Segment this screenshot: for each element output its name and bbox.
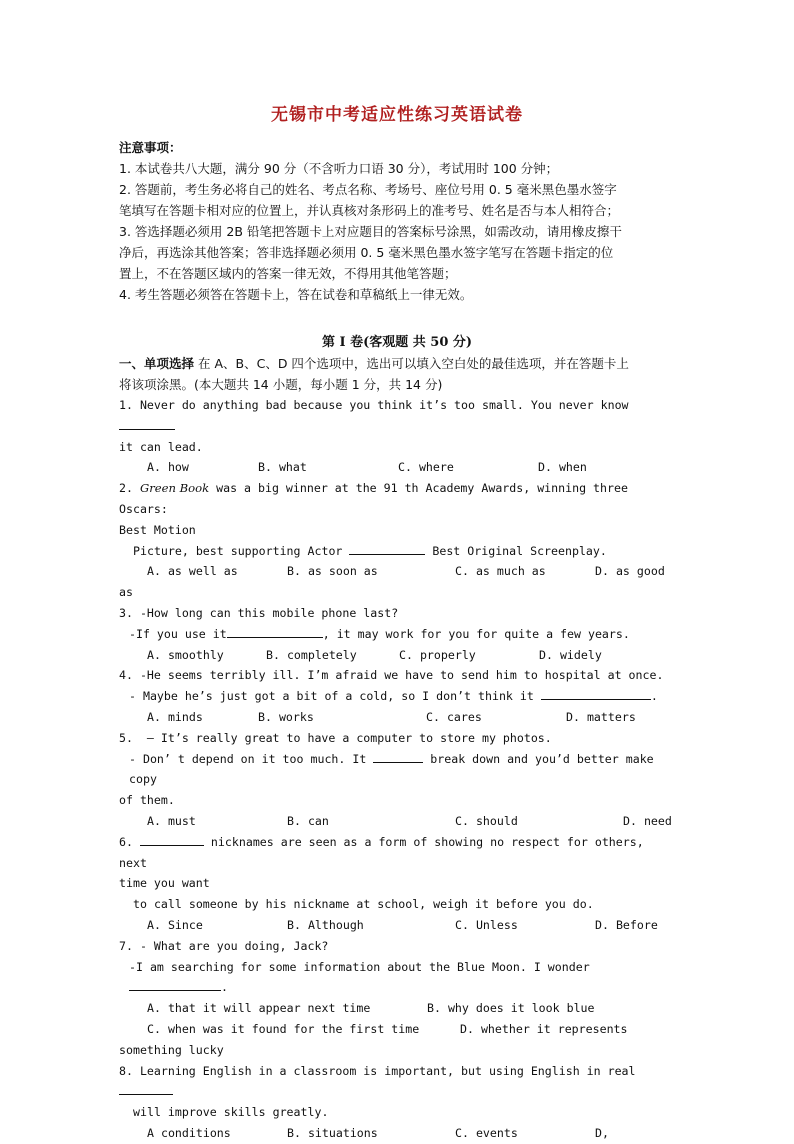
notice-line: 置上，不在答题区域内的答案一律无效，不得用其他笔答题；: [119, 266, 457, 281]
option-c: C. should: [455, 813, 518, 828]
question-2: [119, 478, 675, 603]
options-row: [119, 811, 675, 832]
answer-blank: [140, 832, 204, 846]
options-row: [119, 915, 675, 936]
notice-heading: 注意事项：: [119, 140, 182, 155]
section-instructions: [119, 353, 675, 374]
option-a: A. how: [147, 460, 189, 475]
options-row: [119, 1019, 675, 1040]
answer-blank: [541, 686, 651, 700]
question-text: 1. Never do anything bad because you think it’s too small. You never know: [119, 395, 675, 437]
option-a: A. as well as: [147, 564, 238, 579]
question-text: Picture, best supporting Actor Best Original Screenplay.: [119, 541, 675, 562]
option-d: D. matters: [566, 709, 636, 724]
option-b: B. situations: [287, 1125, 378, 1140]
answer-blank: [119, 1081, 173, 1095]
page-title: 无锡市中考适应性练习英语试卷: [271, 105, 523, 125]
options-row: [119, 561, 675, 582]
option-a: A. must: [147, 813, 196, 828]
notice-line: 4. 考生答题必须答在答题卡上，答在试卷和草稿纸上一律无效。: [119, 287, 473, 302]
option-c: C. as much as: [455, 564, 546, 579]
answer-blank: [349, 541, 425, 555]
question-text: it can lead.: [119, 439, 203, 454]
question-7: [119, 936, 675, 1061]
question-text: to call someone by his nickname at school, weigh it before you do.: [133, 897, 594, 912]
answer-blank: [129, 977, 221, 991]
option-d: D. widely: [539, 647, 602, 662]
notice-block: [119, 137, 675, 305]
section-title: 一、单项选择: [119, 356, 195, 371]
notice-line: 笔填写在答题卡相对应的位置上，并认真核对条形码上的准考号、姓名是否与本人相符合；: [119, 203, 620, 218]
option-c: C. cares: [426, 709, 482, 724]
option-b: B. as soon as: [287, 564, 378, 579]
answer-blank: [119, 416, 175, 430]
option-c: C. Unless: [455, 917, 518, 932]
question-text: of them.: [119, 793, 175, 808]
question-6: [119, 832, 675, 936]
options-row: [119, 998, 675, 1019]
option-d: D. need: [623, 813, 672, 828]
notice-line: 2. 答题前，考生务必将自己的姓名、考点名称、考场号、座位号用 0. 5 毫米黑色墨水签字: [119, 182, 617, 197]
option-b: B. why does it look blue: [427, 1001, 595, 1016]
question-3: [119, 603, 675, 665]
option-d: D. whether it represents: [460, 1021, 628, 1036]
exam-page: [119, 100, 675, 1144]
options-row: [119, 707, 675, 728]
question-text: Best Motion: [119, 522, 196, 537]
question-text: 6. nicknames are seen as a form of showing no respect for others, next: [119, 832, 675, 874]
question-5: [119, 728, 675, 832]
question-text: time you want: [119, 876, 210, 891]
question-text: - Don’ t depend on it too much. It break down and you’d better make copy: [119, 749, 675, 791]
option-d: D,: [595, 1125, 609, 1140]
option-a: A. that it will appear next time: [147, 1001, 371, 1016]
question-8: [119, 1061, 675, 1144]
option-d: D. when: [538, 460, 587, 475]
options-row: [119, 1123, 675, 1144]
answer-blank: [373, 749, 423, 763]
option-d-continued: as: [119, 585, 133, 600]
option-d: D. as good: [595, 564, 665, 579]
section-desc-2: 将该项涂黑。(本大题共 14 小题，每小题 1 分，共 14 分): [119, 377, 443, 392]
notice-line: 3. 答选择题必须用 2B 铅笔把答题卡上对应题目的答案标号涂黑，如需改动，请用橡皮擦干: [119, 224, 622, 239]
question-1: [119, 395, 675, 478]
question-text: 7. - What are you doing, Jack?: [119, 938, 329, 953]
question-text: -I am searching for some information about the Blue Moon. I wonder .: [129, 959, 597, 995]
option-a: A. minds: [147, 709, 203, 724]
option-c: C. events: [455, 1125, 518, 1140]
option-d: D. Before: [595, 917, 658, 932]
option-b: B. completely: [266, 647, 357, 662]
question-text: -If you use it , it may work for you for quite a few years.: [119, 624, 675, 645]
option-c: C. where: [398, 460, 454, 475]
question-text: - Maybe he’s just got a bit of a cold, so I don’t think it .: [119, 686, 675, 707]
answer-blank: [227, 624, 323, 638]
option-b: B. Although: [287, 917, 364, 932]
option-c: C. when was it found for the first time: [147, 1021, 420, 1036]
option-a: A conditions: [147, 1125, 231, 1140]
option-b: B. what: [258, 460, 307, 475]
option-b: B. can: [287, 813, 329, 828]
option-d-continued: something lucky: [119, 1042, 224, 1057]
options-row: [119, 645, 675, 666]
option-a: A. Since: [147, 917, 203, 932]
book-title: Green Book: [139, 481, 210, 496]
question-text: 5. – It’s really great to have a computer to store my photos.: [119, 730, 552, 745]
option-c: C. properly: [399, 647, 476, 662]
options-row: [119, 457, 675, 478]
question-text: 3. -How long can this mobile phone last?: [119, 605, 399, 620]
option-a: A. smoothly: [147, 647, 224, 662]
notice-line: 1. 本试卷共八大题，满分 90 分（不含听力口语 30 分），考试用时 100 分钟；: [119, 161, 559, 176]
question-text: will improve skills greatly.: [133, 1105, 329, 1120]
notice-line: 净后，再选涂其他答案；答非选择题必须用 0. 5 毫米黑色墨水签字笔写在答题卡指定的位: [119, 245, 614, 260]
question-text: 2. Green Book was a big winner at the 91 th Academy Awards, winning three Oscars:: [119, 481, 635, 516]
question-text: 8. Learning English in a classroom is important, but using English in real: [119, 1061, 675, 1103]
part-heading: 第 I 卷(客观题 共 50 分): [321, 335, 473, 350]
question-4: [119, 665, 675, 727]
question-text: 4. -He seems terribly ill. I’m afraid we have to send him to hospital at once.: [119, 668, 664, 683]
option-b: B. works: [258, 709, 314, 724]
section-desc: 在 A、B、C、D 四个选项中，选出可以填入空白处的最佳选项，并在答题卡上: [194, 356, 629, 371]
